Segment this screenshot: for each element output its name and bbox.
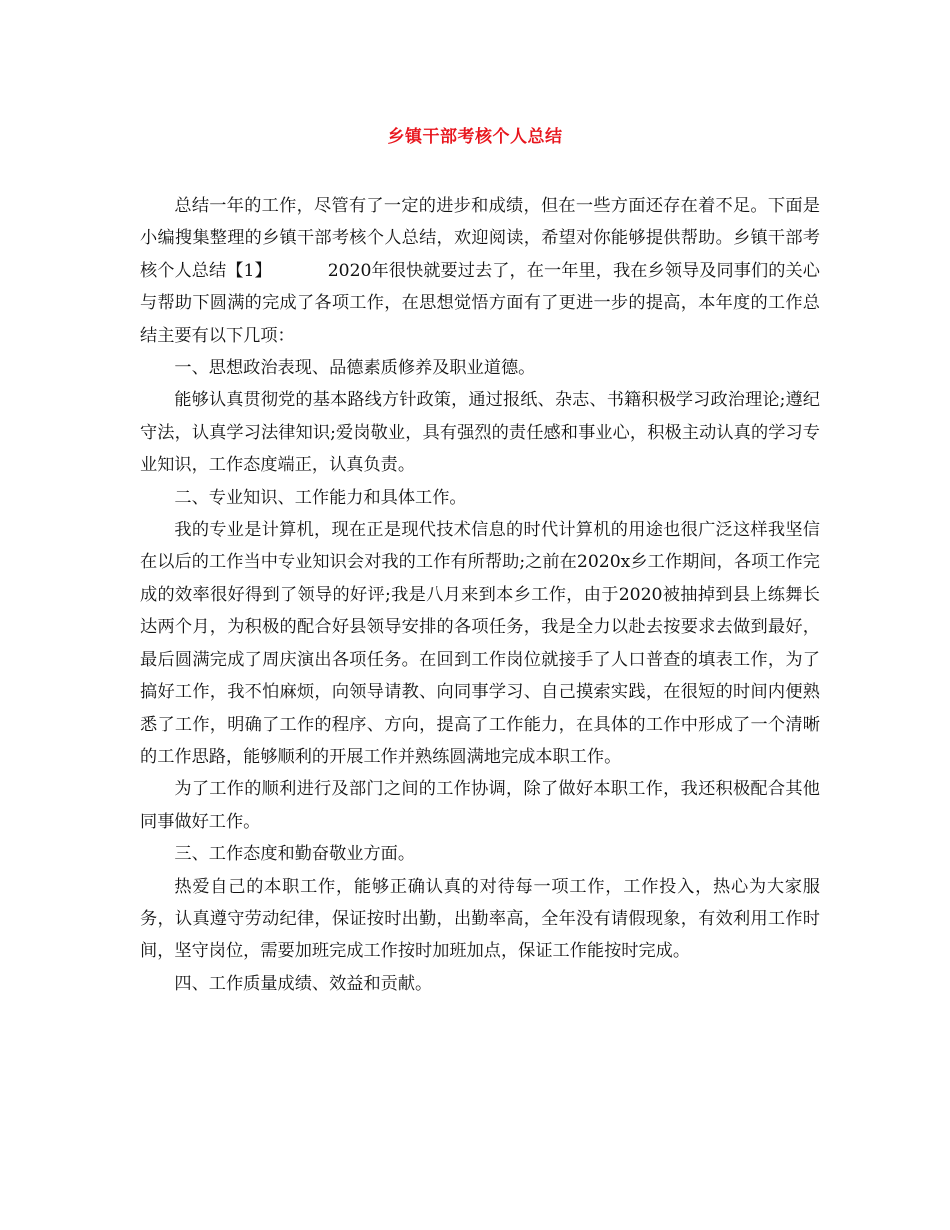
intro-text-continued: 2020年很快就要过去了，在一年里，我在乡领导及同事们的关心与帮助下圆满的完成了各项工作，在思想觉悟方面有了更进一步的提高，本年度的工作总结主要有以下几项： (140, 260, 820, 346)
body-paragraph: 能够认真贯彻党的基本路线方针政策，通过报纸、杂志、书籍积极学习政治理论;遵纪守法，认真学习法律知识;爱岗敬业，具有强烈的责任感和事业心，积极主动认真的学习专业知识，工作态度端正，认真负责。 (140, 390, 820, 476)
intro-text: 总结一年的工作，尽管有了一定的进步和成绩，但在一些方面还存在着不足。下面是小编搜集整理的乡镇干部考核个人总结，欢迎阅读，希望对你能够提供帮助。乡镇干部考核个人总结【1】 (140, 196, 820, 281)
document-body (140, 190, 820, 1000)
body-paragraph: 我的专业是计算机，现在正是现代技术信息的时代计算机的用途也很广泛这样我坚信在以后的工作当中专业知识会对我的工作有所帮助;之前在2020x乡工作期间，各项工作完成的效率很好得到了领导的好评;我是八月来到本乡工作，由于2020被抽掉到县上练舞长达两个月，为积极的配合好县领导安排的各项任务，我是全力以赴去按要求去做到最好，最后圆满完成了周庆演出各项任务。在回到工作岗位就接手了人口普查的填表工作，为了搞好工作，我不怕麻烦，向领导请教、向同事学习、自己摸索实践，在很短的时间内便熟悉了工作，明确了工作的程序、方向，提高了工作能力，在具体的工作中形成了一个清晰的工作思路，能够顺利的开展工作并熟练圆满地完成本职工作。 (140, 520, 820, 767)
body-paragraph: 为了工作的顺利进行及部门之间的工作协调，除了做好本职工作，我还积极配合其他同事做好工作。 (140, 779, 820, 832)
section-heading-4: 四、工作质量成绩、效益和贡献。 (174, 973, 433, 994)
intro-paragraph (140, 190, 820, 352)
section-heading-2: 二、专业知识、工作能力和具体工作。 (174, 487, 467, 508)
document-title: 乡镇干部考核个人总结 (387, 127, 563, 147)
section-heading-1: 一、思想政治表现、品德素质修养及职业道德。 (174, 358, 536, 379)
section-heading-3: 三、工作态度和勤奋敬业方面。 (174, 844, 416, 865)
body-paragraph: 热爱自己的本职工作，能够正确认真的对待每一项工作，工作投入，热心为大家服务，认真遵守劳动纪律，保证按时出勤，出勤率高，全年没有请假现象，有效利用工作时间，坚守岗位，需要加班完成工作按时加班加点，保证工作能按时完成。 (140, 876, 820, 962)
